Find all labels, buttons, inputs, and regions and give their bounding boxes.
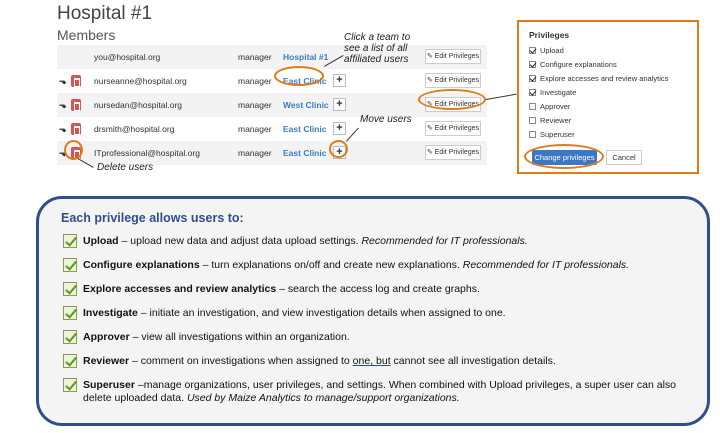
- table-row: [57, 117, 487, 141]
- member-email: nursedan@hospital.org: [94, 100, 183, 110]
- checkbox[interactable]: [529, 103, 536, 110]
- checkbox[interactable]: [529, 75, 536, 82]
- member-email: ITprofessional@hospital.org: [94, 148, 200, 158]
- info-title: Each privilege allows users to:: [61, 211, 244, 225]
- info-item-explore: Explore accesses and review analytics – search the access log and create graphs.: [63, 283, 693, 296]
- move-user-icon[interactable]: ⬎: [59, 148, 67, 158]
- checkbox[interactable]: [529, 117, 536, 124]
- add-team-button[interactable]: +: [333, 146, 346, 159]
- checkmark-icon: [63, 306, 77, 320]
- privilege-info-box: [36, 196, 710, 426]
- member-team-link[interactable]: West Clinic: [283, 100, 329, 110]
- add-team-button[interactable]: +: [333, 122, 346, 135]
- info-item-reviewer: Reviewer – comment on investigations when assigned to one, but cannot see all investigation details.: [63, 355, 693, 368]
- change-privileges-button[interactable]: Change privileges: [532, 150, 597, 165]
- checkbox[interactable]: [529, 47, 536, 54]
- member-email: you@hospital.org: [94, 52, 161, 62]
- move-user-icon[interactable]: ⬎: [59, 124, 67, 134]
- member-role: manager: [238, 124, 272, 134]
- checkbox[interactable]: [529, 131, 536, 138]
- privilege-option-upload[interactable]: Upload: [529, 46, 564, 55]
- privilege-option-superuser[interactable]: Superuser: [529, 130, 575, 139]
- org-title: Hospital #1: [57, 3, 153, 24]
- member-role: manager: [238, 52, 272, 62]
- member-team-link[interactable]: East Clinic: [283, 76, 327, 86]
- privilege-option-explore[interactable]: Explore accesses and review analytics: [529, 74, 668, 83]
- member-email: nurseanne@hospital.org: [94, 76, 187, 86]
- delete-user-icon[interactable]: [71, 123, 81, 135]
- member-email: drsmith@hospital.org: [94, 124, 175, 134]
- info-item-upload: Upload – upload new data and adjust data upload settings. Recommended for IT professionals.: [63, 235, 693, 248]
- members-title: Members: [57, 27, 116, 43]
- edit-privileges-button[interactable]: ✎ Edit Privileges: [425, 97, 481, 112]
- table-row: [57, 45, 487, 69]
- edit-privileges-button[interactable]: ✎ Edit Privileges: [425, 121, 481, 136]
- member-role: manager: [238, 76, 272, 86]
- move-user-icon[interactable]: ⬎: [59, 76, 67, 86]
- checkmark-icon: [63, 258, 77, 272]
- info-item-approver: Approver – view all investigations within an organization.: [63, 331, 693, 344]
- privilege-option-approver[interactable]: Approver: [529, 102, 570, 111]
- table-row: [57, 69, 487, 93]
- edit-leader-line: [486, 94, 517, 100]
- checkmark-icon: [63, 234, 77, 248]
- privilege-option-investigate[interactable]: Investigate: [529, 88, 576, 97]
- edit-privileges-highlight-oval: [418, 89, 486, 110]
- edit-privileges-button[interactable]: ✎ Edit Privileges: [425, 73, 481, 88]
- privileges-title: Privileges: [529, 30, 570, 40]
- move-user-icon[interactable]: ⬎: [59, 100, 67, 110]
- privilege-option-configure[interactable]: Configure explanations: [529, 60, 617, 69]
- member-role: manager: [238, 100, 272, 110]
- checkmark-icon: [63, 330, 77, 344]
- move-annotation: Move users: [360, 114, 412, 125]
- move-highlight-oval: [329, 140, 348, 158]
- edit-privileges-button[interactable]: ✎ Edit Privileges: [425, 145, 481, 160]
- info-item-configure: Configure explanations – turn explanations on/off and create new explanations. Recommended for IT professionals.: [63, 259, 693, 272]
- team-annotation: Click a team to see a list of all affiliated users: [344, 32, 411, 65]
- member-team-link[interactable]: Hospital #1: [283, 52, 329, 62]
- privilege-option-reviewer[interactable]: Reviewer: [529, 116, 571, 125]
- team-highlight-oval: [274, 66, 327, 86]
- edit-privileges-button[interactable]: ✎ Edit Privileges: [425, 49, 481, 64]
- delete-user-icon[interactable]: [71, 75, 81, 87]
- delete-user-icon[interactable]: [71, 99, 81, 111]
- add-team-button[interactable]: +: [333, 74, 346, 87]
- delete-highlight-oval: [64, 140, 83, 160]
- checkbox[interactable]: [529, 89, 536, 96]
- checkbox[interactable]: [529, 61, 536, 68]
- delete-annotation: Delete users: [97, 162, 154, 173]
- checkmark-icon: [63, 354, 77, 368]
- add-team-button[interactable]: +: [333, 98, 346, 111]
- cancel-button[interactable]: Cancel: [606, 150, 642, 165]
- member-role: manager: [238, 148, 272, 158]
- change-privileges-highlight-oval: [524, 144, 604, 169]
- member-team-link[interactable]: East Clinic: [283, 148, 327, 158]
- member-team-link[interactable]: East Clinic: [283, 124, 327, 134]
- checkmark-icon: [63, 378, 77, 392]
- info-item-superuser: Superuser –manage organizations, user privileges, and settings. When combined with Upload privileges, a super user can also delete uploaded data. Used by Maize Analytics to manage/support organizations.: [63, 379, 693, 405]
- info-item-investigate: Investigate – initiate an investigation, and view investigation details when assigned to one.: [63, 307, 693, 320]
- checkmark-icon: [63, 282, 77, 296]
